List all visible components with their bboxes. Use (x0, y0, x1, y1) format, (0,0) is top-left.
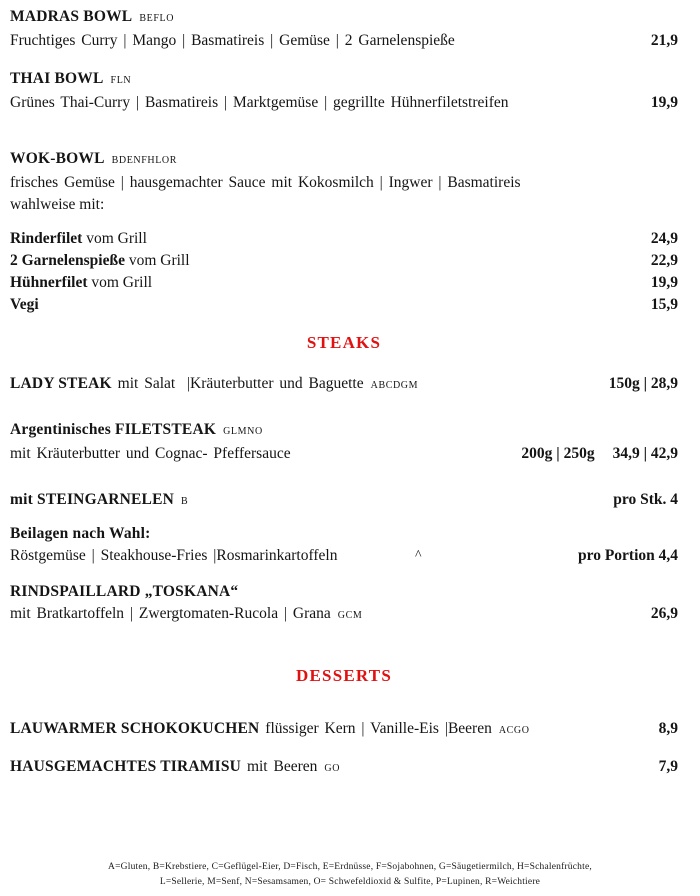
menu-item-filetsteak (10, 419, 678, 465)
choice-label-row (10, 194, 678, 216)
option-suffix: vom Grill (124, 252, 190, 269)
item-price: 19,9 (650, 94, 678, 111)
item-title-row (10, 68, 678, 92)
item-description: frisches Gemüse | hausgemachter Sauce mit Kokosmilch | Ingwer | Basmatireis (10, 174, 521, 191)
item-title: WOK-BOWL (10, 150, 105, 167)
bowls-section (10, 6, 678, 316)
item-price: pro Portion 4,4 (577, 547, 678, 564)
item-price: 21,9 (650, 32, 678, 49)
menu-item-rindspaillard (10, 581, 678, 627)
allergen-codes: GCM (337, 610, 363, 621)
item-title: Beilagen nach Wahl: (10, 525, 151, 542)
size-options: 200g | 250g (521, 445, 595, 462)
item-title: THAI BOWL (10, 70, 104, 87)
item-title: LADY STEAK (10, 375, 112, 392)
item-description: flüssiger Kern | Vanille-Eis |Beeren (259, 720, 492, 737)
choice-label: wahlweise mit: (10, 196, 105, 213)
allergen-codes: B (181, 496, 189, 507)
option-price: 19,9 (650, 274, 678, 291)
desserts-heading: DESSERTS (296, 666, 392, 685)
option-name: Hühnerfilet (10, 274, 88, 291)
item-desc-row (10, 92, 678, 114)
wok-options (10, 228, 678, 316)
option-row (10, 294, 678, 316)
option-suffix: vom Grill (82, 230, 147, 247)
item-title-row (10, 148, 678, 172)
item-description: Röstgemüse | Steakhouse-Fries |Rosmarinkartoffeln (10, 547, 338, 564)
item-desc-row (10, 443, 678, 465)
item-desc-row (10, 545, 678, 567)
item-price (521, 443, 678, 465)
menu-item-tiramisu (10, 756, 678, 780)
option-name: Rinderfilet (10, 230, 83, 247)
menu-item-wok-bowl (10, 148, 678, 216)
option-row (10, 228, 678, 250)
allergen-codes: ABCDGM (370, 380, 419, 391)
allergen-codes: BEFLO (139, 13, 175, 24)
item-price: 150g | 28,9 (608, 375, 678, 392)
item-desc-row (10, 603, 678, 627)
allergen-legend-line1: A=Gluten, B=Krebstiere, C=Geflügel-Eier, D=Fisch, E=Erdnüsse, F=Sojabohnen, G=Säugetiermilch, H=Schalenfrüchte, (108, 862, 592, 872)
allergen-codes: FLN (110, 75, 132, 86)
option-price: 15,9 (650, 296, 678, 313)
allergen-legend (0, 860, 700, 889)
menu-item-lady-steak (10, 373, 678, 397)
item-description: mit Kräuterbutter und Cognac- Pfeffersauce (10, 445, 291, 462)
steaks-section (10, 330, 678, 627)
item-description: mit Salat |Kräuterbutter und Baguette (111, 375, 364, 392)
item-title: HAUSGEMACHTES TIRAMISU (10, 758, 242, 775)
option-price: 22,9 (650, 252, 678, 269)
desserts-section (10, 663, 678, 780)
option-name: 2 Garnelenspieße (10, 252, 125, 269)
item-title-row (10, 523, 678, 545)
item-price: 7,9 (658, 758, 678, 775)
item-title-row (10, 6, 678, 30)
item-desc-row (10, 30, 678, 52)
item-title: mit STEINGARNELEN (10, 491, 175, 508)
steaks-heading: STEAKS (306, 333, 382, 352)
allergen-codes: ACGO (498, 725, 530, 736)
allergen-codes: GO (324, 763, 341, 774)
item-price: pro Stk. 4 (613, 491, 678, 508)
item-title-row (10, 419, 678, 443)
item-desc-row (10, 172, 678, 194)
menu-item-thai-bowl (10, 68, 678, 114)
menu-item-steingarnelen (10, 489, 678, 513)
option-row (10, 272, 678, 294)
allergen-legend-line2: L=Sellerie, M=Senf, N=Sesamsamen, O= Schwefeldioxid & Sulfite, P=Lupinen, R=Weichtiere (159, 876, 541, 887)
item-description: Fruchtiges Curry | Mango | Basmatireis | Gemüse | 2 Garnelenspieße (10, 32, 455, 49)
menu-item-madras-bowl (10, 6, 678, 52)
option-price: 24,9 (650, 230, 678, 247)
price-options: 34,9 | 42,9 (612, 445, 678, 462)
item-description: mit Beeren (241, 758, 318, 775)
allergen-codes: BDENFHLOR (111, 155, 178, 166)
item-description: Grünes Thai-Curry | Basmatireis | Marktgemüse | gegrillte Hühnerfiletstreifen (10, 94, 509, 111)
item-price: 8,9 (658, 720, 678, 737)
item-title: LAUWARMER SCHOKOKUCHEN (10, 720, 260, 737)
item-title-row (10, 581, 678, 603)
item-title: RINDSPAILLARD „TOSKANA“ (10, 583, 239, 600)
option-name: Vegi (10, 296, 39, 313)
item-title: MADRAS BOWL (10, 8, 133, 25)
item-description: mit Bratkartoffeln | Zwergtomaten-Rucola | Grana (10, 605, 331, 622)
option-suffix: vom Grill (87, 274, 153, 291)
caret-mark: ^ (415, 548, 422, 563)
option-row (10, 250, 678, 272)
item-price: 26,9 (650, 605, 678, 622)
menu-item-schokokuchen (10, 718, 678, 742)
allergen-codes: GLMNO (223, 426, 263, 437)
item-title: Argentinisches FILETSTEAK (10, 421, 217, 438)
menu-item-beilagen (10, 523, 678, 567)
